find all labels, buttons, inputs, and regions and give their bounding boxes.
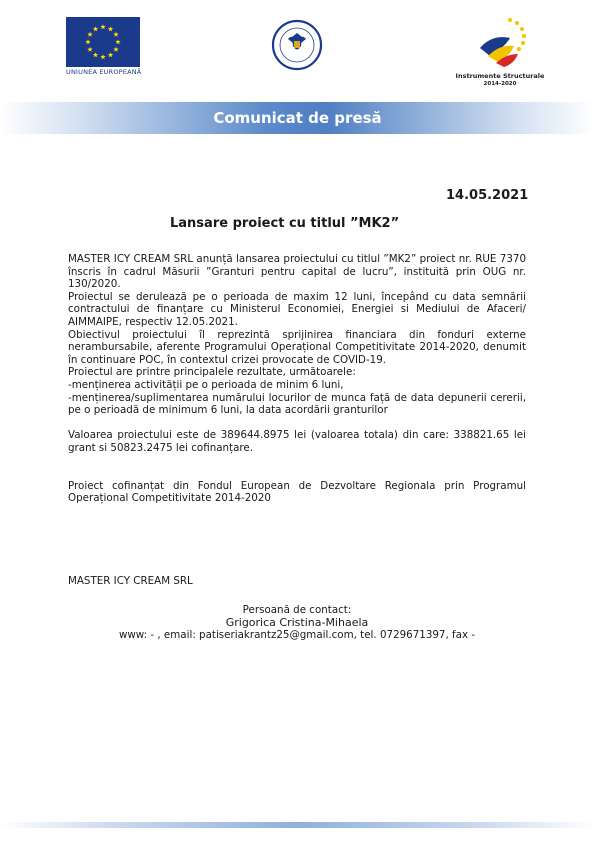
paragraph-cofinancing: Proiect cofinanțat din Fondul European de Dezvoltare Regionala prin Programul Operațional Competitivitate 2014-2020 xyxy=(68,479,526,505)
structural-instruments-logo xyxy=(470,14,530,70)
eu-flag-logo xyxy=(66,17,140,67)
banner-title: Comunicat de presă xyxy=(213,109,382,127)
paragraph-duration: Proiectul se derulează pe o perioada de maxim 12 luni, începând cu data semnării contractului de finanțare cu Ministerul Economiei, Energiei si Mediului de Afaceri/ AIMMAIPE, respectiv 12.05.2021. xyxy=(68,290,526,328)
paragraph-results-intro: Proiectul are printre principalele rezultate, următoarele: xyxy=(68,366,356,379)
contact-name: Grigorica Cristina-Mihaela xyxy=(225,615,369,629)
romanian-government-seal-logo xyxy=(271,19,323,71)
paragraph-result-1: -menținerea activității pe o perioada de minim 6 luni, xyxy=(68,378,344,391)
header-logos xyxy=(0,0,595,100)
structural-instruments-label: Instrumente Structurale 2014-2020 xyxy=(455,72,545,87)
press-release-banner xyxy=(0,102,595,134)
paragraph-objective: Obiectivul proiectului îl reprezintă sprijinirea financiara din fonduri externe nerambursabile, aferente Programului Operațional Competitivitate 2014-2020, denumit în continuare POC, în contextul crizei provocate de COVID-19. xyxy=(68,328,526,366)
contact-details: www: - , email: patiseriakrantz25@gmail.com, tel. 0729671397, fax - xyxy=(118,629,476,642)
paragraph-project-value: Valoarea proiectului este de 389644.8975 lei (valoarea totala) din care: 338821.65 lei grant si 50823.2475 lei cofinanțare. xyxy=(68,429,526,454)
press-release-body xyxy=(68,253,526,505)
release-date: 14.05.2021 xyxy=(446,188,529,203)
company-signature: MASTER ICY CREAM SRL xyxy=(68,575,193,587)
paragraph-announcement: MASTER ICY CREAM SRL anunță lansarea proiectului cu titlul ”MK2” proiect nr. RUE 7370 înscris în cadrul Măsurii ”Granturi pentru capital de lucru”, instituită prin OUG nr. 130/2020. xyxy=(68,253,526,291)
structural-instruments-years: 2014-2020 xyxy=(483,81,517,87)
document-title: Lansare proiect cu titlul ”MK2” xyxy=(170,216,400,231)
contact-block xyxy=(68,604,526,642)
eu-label: UNIUNEA EUROPEANĂ xyxy=(66,68,142,76)
paragraph-result-2: -menținerea/suplimentarea numărului locurilor de munca față de data depunerii cererii, pe o perioadă de minimum 6 luni, la data acordării granturilor xyxy=(68,391,526,417)
contact-label: Persoană de contact: xyxy=(242,604,352,616)
footer-band xyxy=(0,822,595,828)
